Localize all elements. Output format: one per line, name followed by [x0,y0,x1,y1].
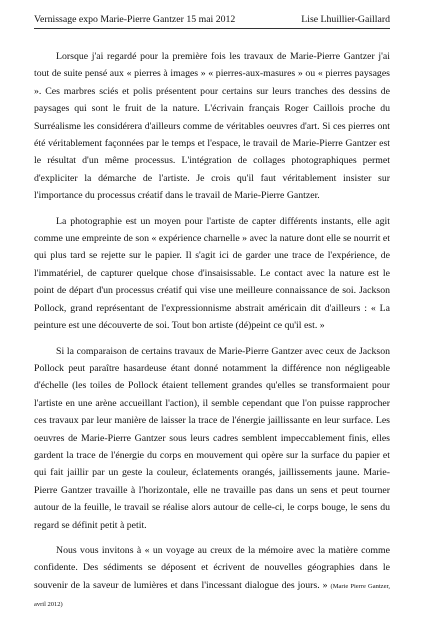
paragraph-2: La photographie est un moyen pour l'artiste de capter différents instants, elle agit comme une empreinte de son « expérience charnelle » avec la nature dont elle se nourrit et qui plus tard se rejette sur le papier. Il s'agit ici de garder une trace de l'expérience, de l'immatériel, de capturer quelque chose d'insaisissable. Le contact avec la nature est le point de départ d'un processus créatif qui vise une meilleure connaissance de soi. Jackson Pollock, grand représentant de l'expressionnisme abstrait américain dit d'ailleurs : « La peinture est une découverte de soi. Tout bon artiste (dé)peint ce qu'il est. » [34,215,390,332]
document-body [34,48,390,622]
header-event-title: Vernissage expo Marie-Pierre Gantzer 15 mai 2012 [34,14,236,25]
paragraph-4 [34,542,390,614]
citation: (Marie Pierre Gantzer, avril 2012) [34,582,390,609]
header-author: Lise Lhuillier-Gaillard [301,14,390,25]
paragraph-1: Lorsque j'ai regardé pour la première fois les travaux de Marie-Pierre Gantzer j'ai tout de suite pensé aux « pierres à images » « pierres-aux-masures » ou « pierres paysages ». Ces marbres sciés et polis présentent pour certains sur leurs tranches des dessins de paysages qui sont le fruit de la nature. L'écrivain français Roger Caillois proche du Surréalisme les considérera d'ailleurs comme de véritables oeuvres d'art. Si ces pierres ont été véritablement façonnées par le temps et l'espace, le travail de Marie-Pierre Gantzer est le résultat d'un même processus. L'intégration de collages photographiques permet d'expliciter la démarche de l'artiste. Je crois qu'il faut véritablement insister sur l'importance du processus créatif dans le travail de Marie-Pierre Gantzer. [34,51,390,202]
page-header [34,14,390,29]
paragraph-4-text: Nous vous invitons à « un voyage au creux de la mémoire avec la matière comme confidente. Des sédiments se déposent et écrivent de nouvelles géographies dans le souvenir de la saveur de lumières et dans l'incessant dialogue des jours. » [34,544,390,591]
paragraph-3: Si la comparaison de certains travaux de Marie-Pierre Gantzer avec ceux de Jackson Pollock peut paraître hasardeuse étant donné notamment la différence non négligeable d'échelle (les toiles de Pollock étaient tellement grandes qu'elles se transformaient pour l'artiste en une arène accueillant l'action), il semble cependant que l'on puisse rapprocher ces travaux par leur manière de laisser la trace de l'énergie jaillissante en leur surface. Les oeuvres de Marie-Pierre Gantzer sous leurs cadres semblent impeccablement finis, elles gardent la trace de l'énergie du corps en mouvement qui opère sur la surface du papier et qui fait jaillir par un geste la couleur, éclatements orangés, jaillissements jaune. Marie-Pierre Gantzer travaille à l'horizontale, elle ne travaille pas dans un sens et peut tourner autour de la feuille, le travail se réalise alors autour de celle-ci, le corps bouge, le sens du regard se définit petit à petit. [34,345,390,531]
